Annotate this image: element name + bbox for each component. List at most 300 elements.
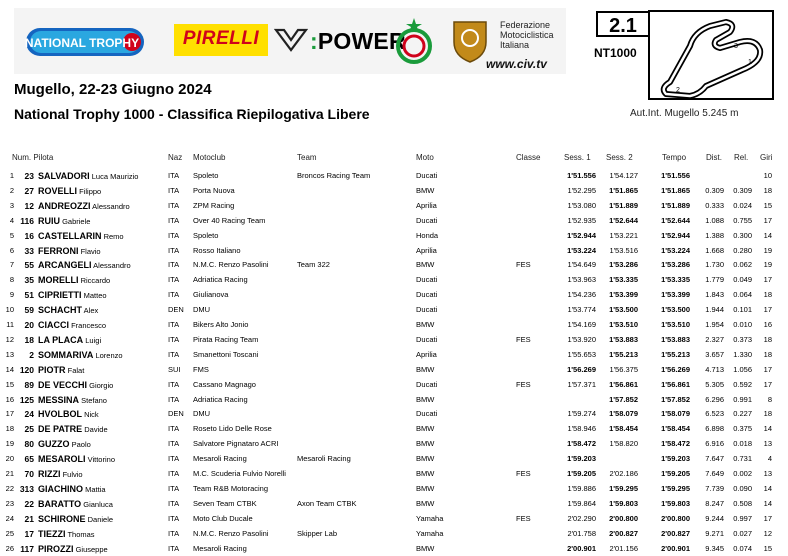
gap-to-leader: 9.271 (705, 528, 724, 538)
session2-time: 1'56.375 (609, 364, 638, 374)
best-time: 1'53.335 (661, 275, 690, 285)
session2-time: 1'53.399 (609, 290, 638, 300)
session2-time: 1'53.883 (609, 334, 638, 344)
rider-surname: TIEZZI (38, 528, 66, 539)
laps: 10 (763, 171, 772, 180)
table-row (0, 483, 788, 495)
rider-team: Skipper Lab (297, 528, 338, 538)
rider-bike: Yamaha (416, 528, 444, 538)
gap-to-leader: 9.345 (705, 543, 724, 553)
rider-name (38, 215, 90, 228)
row-position: 13 (5, 349, 14, 359)
session1-time: 1'52.935 (567, 215, 596, 225)
rider-surname: SCHACHT (38, 305, 82, 316)
rider-name (38, 259, 131, 272)
rider-number: 21 (24, 513, 34, 524)
rider-motoclub: ZPM Racing (193, 200, 235, 210)
laps: 16 (763, 320, 772, 329)
row-position: 24 (5, 513, 14, 523)
session1-time: 1'58.946 (567, 424, 596, 434)
rider-surname: BARATTO (38, 498, 82, 509)
rider-motoclub: Smanettoni Toscani (193, 349, 259, 359)
row-position: 22 (5, 483, 14, 493)
row-position: 15 (5, 379, 14, 389)
rider-nation: SUI (168, 364, 181, 374)
session1-time: 2'02.290 (567, 513, 596, 523)
laps: 14 (763, 230, 772, 240)
rider-firstname: Vittorino (87, 455, 115, 465)
rider-bike: BMW (416, 364, 435, 374)
rider-nation: ITA (168, 245, 180, 255)
rider-surname: ROVELLI (38, 185, 78, 196)
rider-number: 18 (24, 334, 34, 345)
gap-to-previous: 0.018 (733, 439, 752, 449)
row-position: 12 (5, 334, 14, 344)
rider-nation: ITA (168, 320, 180, 329)
rider-bike: BMW (416, 483, 435, 493)
rider-nation: ITA (168, 200, 180, 210)
rider-surname: SCHIRONE (38, 513, 86, 524)
row-position: 4 (9, 215, 14, 225)
rider-motoclub: DMU (193, 409, 211, 419)
table-row (0, 364, 788, 376)
national-trophy-logo (24, 22, 146, 60)
rider-firstname: Matteo (83, 291, 107, 301)
rider-motoclub: Rosso Italiano (193, 245, 241, 255)
rider-name (38, 528, 95, 541)
rider-nation: DEN (168, 409, 184, 419)
gap-to-previous: 0.755 (733, 215, 752, 225)
table-row (0, 245, 788, 257)
rider-bike: BMW (416, 394, 435, 404)
session2-time: 1'53.221 (609, 230, 638, 240)
session1-time: 1'54.649 (567, 260, 596, 270)
best-time: 1'56.861 (661, 379, 690, 389)
session1-time: 1'58.472 (567, 439, 596, 449)
rider-nation: ITA (168, 543, 180, 553)
rider-name (38, 364, 84, 377)
gap-to-previous: 1.056 (733, 364, 752, 374)
best-time: 1'56.269 (661, 364, 690, 374)
rider-motoclub: Seven Team CTBK (193, 498, 257, 508)
rider-bike: Ducati (416, 275, 438, 285)
rider-motoclub: M.C. Scuderia Fulvio Norelli (193, 469, 286, 478)
rider-number: 313 (19, 483, 34, 494)
row-position: 26 (5, 543, 14, 553)
table-row (0, 438, 788, 450)
rider-name (38, 423, 108, 436)
table-row (0, 334, 788, 346)
row-position: 20 (5, 454, 14, 464)
rider-firstname: Gabriele (62, 216, 91, 226)
rider-firstname: Alessandro (92, 201, 130, 211)
rider-surname: ARCANGELI (38, 260, 92, 271)
table-row (0, 543, 788, 555)
rider-number: 70 (24, 469, 34, 479)
rider-name (38, 245, 101, 258)
track-info: Aut.Int. Mugello 5.245 m (630, 108, 739, 119)
gap-to-leader: 0.309 (705, 185, 724, 195)
rider-number: 65 (24, 454, 34, 465)
gap-to-previous: 0.002 (733, 469, 752, 478)
row-position: 7 (9, 260, 14, 270)
session2-time: 2'02.186 (609, 469, 638, 478)
gap-to-leader: 6.916 (705, 439, 724, 449)
rider-bike: BMW (416, 469, 435, 478)
rider-surname: MORELLI (38, 275, 79, 286)
rider-bike: Ducati (416, 334, 438, 344)
rider-motoclub: Adriatica Racing (193, 275, 248, 285)
best-time: 1'51.556 (661, 171, 690, 180)
rider-number: 59 (24, 305, 34, 316)
gap-to-leader: 3.657 (705, 349, 724, 359)
rider-motoclub: Porta Nuova (193, 185, 235, 195)
laps: 14 (763, 424, 772, 434)
rider-number: 25 (24, 424, 34, 435)
col-tempo: Tempo (662, 153, 687, 162)
session2-time: 1'58.820 (609, 439, 638, 449)
row-position: 2 (9, 185, 14, 195)
rider-nation: ITA (168, 513, 180, 523)
rider-firstname: Filippo (79, 186, 102, 196)
rider-surname: MESAROLI (38, 454, 86, 465)
best-time: 1'51.889 (661, 200, 690, 210)
rider-surname: HVOLBOL (38, 409, 82, 420)
laps: 14 (763, 483, 772, 493)
laps: 13 (763, 469, 772, 478)
rider-firstname: Remo (103, 231, 124, 241)
rider-surname: LA PLACA (38, 334, 84, 345)
rider-motoclub: Roseto Lido Delle Rose (193, 424, 272, 434)
gap-to-leader: 7.647 (705, 454, 724, 464)
best-time: 2'00.800 (661, 513, 690, 523)
rider-number: 20 (24, 320, 34, 330)
rider-firstname: Luigi (85, 335, 102, 345)
gap-to-previous: 0.010 (733, 320, 752, 329)
rider-nation: ITA (168, 379, 180, 389)
laps: 18 (763, 409, 772, 419)
row-position: 3 (9, 200, 14, 210)
table-row (0, 319, 788, 331)
sponsor-banner (14, 8, 566, 74)
session1-time: 1'55.653 (567, 349, 596, 359)
laps: 17 (763, 305, 772, 315)
laps: 8 (767, 394, 772, 404)
gap-to-leader: 6.296 (705, 394, 724, 404)
rider-nation: ITA (168, 230, 180, 240)
rider-motoclub: N.M.C. Renzo Pasolini (193, 528, 269, 538)
laps: 18 (763, 290, 772, 300)
table-row (0, 304, 788, 316)
laps: 17 (763, 379, 772, 389)
session1-time: 2'01.758 (567, 528, 596, 538)
rider-number: 33 (24, 245, 34, 256)
gap-to-previous: 0.592 (733, 379, 752, 389)
rider-name (38, 468, 83, 481)
rider-motoclub: Over 40 Racing Team (193, 215, 266, 225)
session2-time: 1'59.803 (609, 498, 638, 508)
laps: 19 (763, 245, 772, 255)
gap-to-previous: 0.997 (733, 513, 752, 523)
rider-number: 24 (24, 409, 34, 420)
track-corner-label: 2 (676, 87, 680, 94)
rider-nation: ITA (168, 290, 180, 300)
rider-motoclub: Pirata Racing Team (193, 334, 259, 344)
rider-name (38, 185, 101, 198)
row-position: 9 (9, 290, 14, 300)
table-row (0, 513, 788, 525)
rider-surname: GIACHINO (38, 483, 83, 494)
rider-number: 2 (29, 349, 34, 360)
session2-time: 1'53.500 (609, 305, 638, 315)
track-corner-label: 1 (748, 59, 752, 66)
laps: 17 (763, 275, 772, 285)
best-time: 1'59.295 (661, 483, 690, 493)
laps: 12 (763, 528, 772, 538)
col-naz: Naz (168, 153, 183, 162)
row-position: 6 (9, 245, 14, 255)
best-time: 1'59.205 (661, 469, 690, 478)
rider-surname: GUZZO (38, 439, 70, 450)
rider-bike: Ducati (416, 379, 438, 389)
rider-surname: RIZZI (38, 469, 61, 479)
session1-time: 1'52.295 (567, 185, 596, 195)
rider-motoclub: Adriatica Racing (193, 394, 248, 404)
rider-bike: Aprilia (416, 349, 437, 359)
rider-motoclub: Salvatore Pignataro ACRI (193, 439, 279, 449)
rider-bike: Ducati (416, 215, 438, 225)
col-motoclub: Motoclub (193, 153, 226, 162)
session2-time: 2'01.156 (609, 543, 638, 553)
rider-surname: FERRONI (38, 245, 79, 256)
rider-bike: Ducati (416, 171, 438, 180)
rider-motoclub: Mesaroli Racing (193, 454, 247, 464)
gap-to-leader: 5.305 (705, 379, 724, 389)
gap-to-leader: 8.247 (705, 498, 724, 508)
row-position: 17 (5, 409, 14, 419)
gap-to-leader: 0.333 (705, 200, 724, 210)
rider-nation: ITA (168, 394, 180, 404)
rider-number: 55 (24, 260, 34, 271)
rider-motoclub: N.M.C. Renzo Pasolini (193, 260, 269, 270)
rider-firstname: Fulvio (62, 470, 83, 479)
gap-to-previous: 1.330 (733, 349, 752, 359)
gap-to-leader: 1.779 (705, 275, 724, 285)
rider-surname: MESSINA (38, 394, 80, 405)
rider-name (38, 274, 110, 287)
table-row (0, 528, 788, 540)
rider-number: 117 (20, 543, 34, 554)
col-num-pilota: Num. Pilota (12, 153, 54, 162)
rider-surname: ANDREOZZI (38, 200, 91, 211)
session1-time: 1'57.371 (567, 379, 596, 389)
best-time: 1'58.079 (661, 409, 690, 419)
rider-nation: DEN (168, 305, 184, 315)
rider-bike: BMW (416, 260, 435, 270)
rider-surname: DE PATRE (38, 424, 83, 435)
session1-time: 1'53.224 (567, 245, 596, 255)
gap-to-leader: 6.898 (705, 424, 724, 434)
rider-nation: ITA (168, 260, 180, 270)
gap-to-leader: 1.944 (705, 305, 724, 315)
rider-name (38, 319, 106, 332)
row-position: 18 (5, 424, 14, 434)
rider-name (38, 438, 91, 451)
rider-motoclub: DMU (193, 305, 211, 315)
session1-time: 1'59.864 (567, 498, 596, 508)
gap-to-previous: 0.731 (733, 454, 752, 464)
session1-time: 1'53.080 (567, 200, 596, 210)
best-time: 1'55.213 (661, 349, 690, 359)
gap-to-previous: 0.280 (733, 245, 752, 255)
rider-firstname: Mattia (85, 484, 106, 494)
table-row (0, 185, 788, 197)
rider-surname: RUIU (38, 215, 60, 226)
row-position: 16 (5, 394, 14, 404)
rider-firstname: Falat (67, 365, 85, 375)
table-row (0, 215, 788, 227)
rider-name (38, 200, 130, 213)
best-time: 2'00.901 (661, 543, 690, 553)
rider-class: FES (516, 334, 531, 344)
session1-time: 1'59.203 (567, 454, 596, 464)
session2-time: 1'56.861 (609, 379, 638, 389)
round-number: 2.1 (596, 11, 650, 37)
session2-time: 1'55.213 (609, 349, 638, 359)
gap-to-previous: 0.227 (733, 409, 752, 419)
session1-time: 1'59.205 (567, 469, 596, 478)
rider-nation: ITA (168, 439, 180, 449)
table-row (0, 468, 788, 480)
table-row (0, 289, 788, 301)
rider-motoclub: Team R&B Motoracing (193, 483, 269, 493)
rider-bike: BMW (416, 439, 435, 449)
rider-number: 80 (24, 439, 34, 450)
gap-to-leader: 1.843 (705, 290, 724, 300)
table-row (0, 423, 788, 435)
laps: 17 (763, 513, 772, 523)
row-position: 8 (9, 275, 14, 285)
rider-bike: BMW (416, 498, 435, 508)
rider-number: 17 (24, 528, 34, 539)
session2-time: 1'53.510 (609, 320, 638, 329)
rider-number: 125 (19, 394, 34, 405)
gap-to-previous: 0.309 (733, 185, 752, 195)
rider-motoclub: Spoleto (193, 171, 219, 180)
row-position: 1 (9, 171, 14, 180)
row-position: 21 (5, 469, 14, 478)
table-row (0, 200, 788, 212)
rider-surname: DE VECCHI (38, 379, 88, 390)
rider-bike: BMW (416, 543, 435, 553)
gap-to-previous: 0.991 (733, 394, 752, 404)
circuit-layout-icon (650, 12, 772, 98)
session1-time: 1'54.169 (567, 320, 596, 329)
rider-nation: ITA (168, 528, 180, 538)
laps: 14 (763, 498, 772, 508)
col-rel: Rel. (734, 153, 749, 162)
rider-motoclub: Spoleto (193, 230, 219, 240)
table-row (0, 170, 788, 182)
rider-firstname: Giorgio (89, 380, 114, 390)
best-time: 1'59.203 (661, 454, 690, 464)
rider-bike: Aprilia (416, 200, 437, 210)
rider-class: FES (516, 260, 531, 270)
session2-time: 1'58.079 (609, 409, 638, 419)
rider-firstname: Stefano (81, 395, 107, 405)
row-position: 11 (6, 320, 14, 329)
rider-bike: BMW (416, 185, 435, 195)
rider-nation: ITA (168, 215, 180, 225)
rider-number: 51 (24, 290, 34, 301)
website-url[interactable]: www.civ.tv (486, 57, 547, 71)
row-position: 10 (5, 305, 14, 315)
gap-to-previous: 0.090 (733, 483, 752, 493)
rider-surname: CIPRIETTI (38, 290, 82, 301)
rider-nation: ITA (168, 498, 180, 508)
rider-name (38, 379, 113, 392)
rider-team: Mesaroli Racing (297, 454, 351, 464)
national-trophy-text: NATIONAL TROPHY (24, 36, 140, 50)
laps: 13 (763, 439, 772, 449)
session1-time: 1'56.269 (567, 364, 596, 374)
session2-time: 1'59.295 (609, 483, 638, 493)
rider-surname: CIACCI (38, 320, 69, 330)
col-giri: Giri (760, 153, 773, 162)
laps: 17 (763, 215, 772, 225)
best-time: 1'53.399 (661, 290, 690, 300)
rider-team: Axon Team CTBK (297, 498, 357, 508)
rider-motoclub: Bikers Alto Jonio (193, 320, 249, 329)
rider-name (38, 408, 99, 421)
rider-bike: Ducati (416, 409, 438, 419)
rider-firstname: Giuseppe (75, 544, 108, 554)
gap-to-previous: 0.074 (733, 543, 752, 553)
rider-nation: ITA (168, 185, 180, 195)
session1-time: 1'53.774 (567, 305, 596, 315)
rider-motoclub: Mesaroli Racing (193, 543, 247, 553)
rider-nation: ITA (168, 469, 180, 478)
gap-to-previous: 0.027 (733, 528, 752, 538)
session2-time: 1'51.889 (609, 200, 638, 210)
rider-name (38, 543, 108, 556)
gap-to-previous: 0.300 (733, 230, 752, 240)
rider-firstname: Gianluca (83, 499, 113, 509)
session2-time: 2'00.827 (609, 528, 638, 538)
rider-nation: ITA (168, 334, 180, 344)
gap-to-previous: 0.508 (733, 498, 752, 508)
laps: 18 (763, 185, 772, 195)
best-time: 1'53.224 (661, 245, 690, 255)
best-time: 1'57.852 (661, 394, 690, 404)
laps: 18 (763, 334, 772, 344)
rider-name (38, 170, 138, 183)
session2-time: 1'57.852 (609, 394, 638, 404)
rider-bike: BMW (416, 424, 435, 434)
gap-to-leader: 1.668 (705, 245, 724, 255)
best-time: 1'59.803 (661, 498, 690, 508)
rider-nation: ITA (168, 454, 180, 464)
rider-name (38, 394, 107, 407)
gap-to-leader: 1.388 (705, 230, 724, 240)
best-time: 2'00.827 (661, 528, 690, 538)
rider-number: 12 (24, 200, 34, 211)
rider-name (38, 453, 115, 466)
laps: 19 (763, 260, 772, 270)
session2-time: 1'51.865 (609, 185, 638, 195)
rider-nation: ITA (168, 275, 180, 285)
rider-firstname: Daniele (87, 514, 114, 524)
